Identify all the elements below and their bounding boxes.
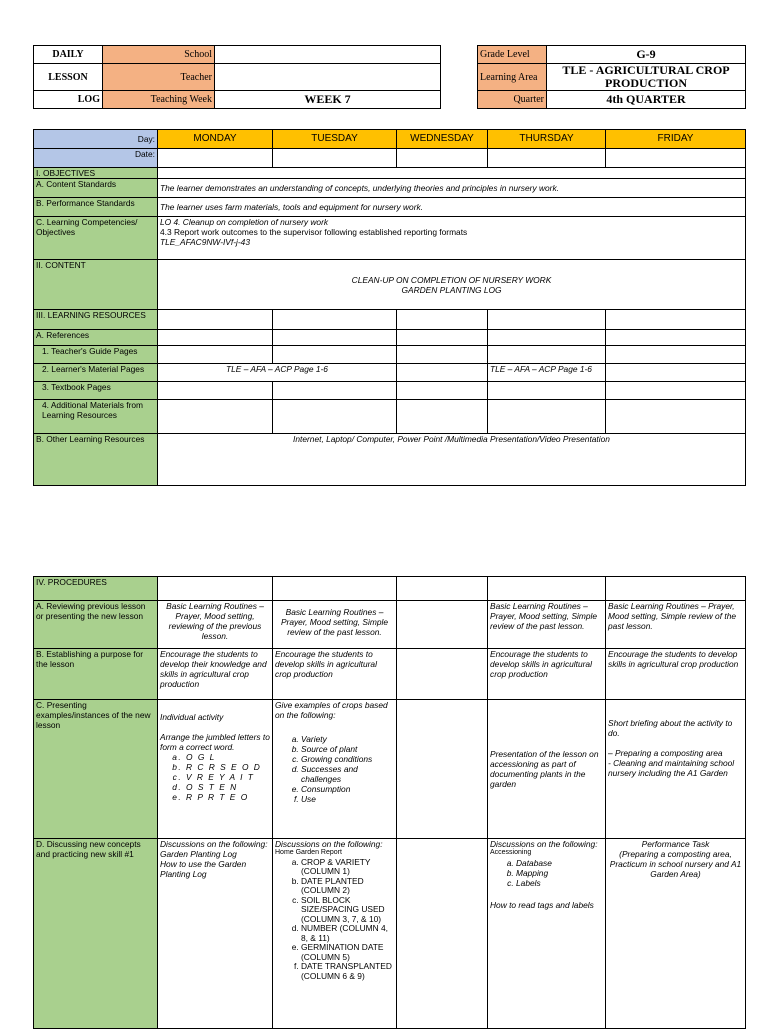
procedure-c-label: C. Presenting examples/instances of the new lesson <box>34 700 158 839</box>
performance-standards-value: The learner uses farm materials, tools and equipment for nursery work. <box>158 198 746 217</box>
list-item: b. DATE PLANTED (COLUMN 2) <box>301 877 394 896</box>
teacher-label: Teacher <box>103 64 215 91</box>
list-item: e. R P R T E O <box>186 792 270 802</box>
content-title: II. CONTENT <box>34 260 158 310</box>
procedure-a-tuesday: Basic Learning Routines – Prayer, Mood setting, Simple review of the past lesson. <box>273 601 397 649</box>
procedure-a-monday: Basic Learning Routines – Prayer, Mood setting, reviewing of the previous lesson. <box>158 601 273 649</box>
teacher-value[interactable] <box>215 64 441 91</box>
list-item: f. Use <box>301 794 394 804</box>
lesson-label: LESSON <box>34 64 103 91</box>
list-item: a. Database <box>516 858 603 868</box>
procedure-a-label: A. Reviewing previous lesson or presenting the new lesson <box>34 601 158 649</box>
content-value: CLEAN-UP ON COMPLETION OF NURSERY WORK GARDEN PLANTING LOG <box>158 260 746 310</box>
procedure-a-thursday: Basic Learning Routines – Prayer, Mood setting, Simple review of the past lesson. <box>488 601 606 649</box>
procedure-d-tuesday: Discussions on the following: Home Garden Report a. CROP & VARIETY (COLUMN 1) b. DATE PLANTED (COLUMN 2) c. SOIL BLOCK SIZE/SPACING USED (COLUMN 3, 7, & 10) d. NUMBER (COLUMN 4, 8, & 11) e. GERMINATION DATE (COLUMN 5) f. DATE TRANSPLANTED (COLUMN 6 & 9) <box>273 839 397 1029</box>
list-item: a. Variety <box>301 734 394 744</box>
grade-label: Grade Level <box>478 46 547 64</box>
procedure-d-thursday: Discussions on the following: Accessioning a. Database b. Mapping c. Labels How to read tags and labels <box>488 839 606 1029</box>
procedure-b-thursday: Encourage the students to develop skills in agricultural crop production <box>488 649 606 700</box>
procedure-b-monday: Encourage the students to develop their knowledge and skills in agricultural crop production <box>158 649 273 700</box>
procedure-d-friday: Performance Task (Preparing a composting area, Practicum in school nursery and A1 Garden Area) <box>606 839 746 1029</box>
references-label: A. References <box>34 330 158 346</box>
list-item: b. R C R S E O D <box>186 762 270 772</box>
procedure-c-thursday: Presentation of the lesson on accessioning as part of documenting plants in the garden <box>488 700 606 839</box>
list-item: f. DATE TRANSPLANTED (COLUMN 6 & 9) <box>301 962 394 981</box>
date-wednesday[interactable] <box>397 149 488 168</box>
list-item: a. O G L <box>186 752 270 762</box>
col-friday: FRIDAY <box>606 130 746 149</box>
objectives-title: I. OBJECTIVES <box>34 168 158 179</box>
procedure-c-friday: Short briefing about the activity to do. – Preparing a composting area - Cleaning and maintaining school nursery including the A1 Garden <box>606 700 746 839</box>
procedures-title: IV. PROCEDURES <box>34 577 158 601</box>
list-item: d. O S T E N <box>186 782 270 792</box>
grade-value: G-9 <box>547 46 746 64</box>
lm-monday: TLE – AFA – ACP Page 1-6 <box>158 364 397 382</box>
daily-label: DAILY <box>34 46 103 64</box>
day-label: Day: <box>34 130 158 149</box>
lm-label: 2. Learner's Material Pages <box>34 364 158 382</box>
procedure-d-label: D. Discussing new concepts and practicing new skill #1 <box>34 839 158 1029</box>
quarter-value: 4th QUARTER <box>547 91 746 109</box>
school-value[interactable] <box>215 46 441 64</box>
other-resources-value: Internet, Laptop/ Computer, Power Point /Multimedia Presentation/Video Presentation <box>158 434 746 486</box>
procedure-d-monday: Discussions on the following: Garden Planting Log How to use the Garden Planting Log <box>158 839 273 1029</box>
school-label: School <box>103 46 215 64</box>
list-item: d. NUMBER (COLUMN 4, 8, & 11) <box>301 924 394 943</box>
lm-thursday: TLE – AFA – ACP Page 1-6 <box>488 364 606 382</box>
additional-label: 4. Additional Materials from Learning Resources <box>34 400 158 434</box>
textbook-label: 3. Textbook Pages <box>34 382 158 400</box>
col-thursday: THURSDAY <box>488 130 606 149</box>
date-friday[interactable] <box>606 149 746 168</box>
dll-table-objectives <box>33 129 746 486</box>
date-monday[interactable] <box>158 149 273 168</box>
quarter-label: Quarter <box>478 91 547 109</box>
list-item: c. V R E Y A I T <box>186 772 270 782</box>
list-item: d. Successes and challenges <box>301 764 394 784</box>
col-monday: MONDAY <box>158 130 273 149</box>
date-thursday[interactable] <box>488 149 606 168</box>
list-item: e. GERMINATION DATE (COLUMN 5) <box>301 943 394 962</box>
list-item: e. Consumption <box>301 784 394 794</box>
area-label: Learning Area <box>478 64 547 91</box>
tg-label: 1. Teacher's Guide Pages <box>34 346 158 364</box>
week-label: Teaching Week <box>103 91 215 109</box>
col-wednesday: WEDNESDAY <box>397 130 488 149</box>
competencies-label: C. Learning Competencies/ Objectives <box>34 217 158 260</box>
log-label: LOG <box>34 91 103 109</box>
date-label: Date: <box>34 149 158 168</box>
content-standards-value: The learner demonstrates an understanding of concepts, underlying theories and principles in nursery work. <box>158 179 746 198</box>
performance-standards-label: B. Performance Standards <box>34 198 158 217</box>
procedure-b-tuesday: Encourage the students to develop skills in agricultural crop production <box>273 649 397 700</box>
list-item: a. CROP & VARIETY (COLUMN 1) <box>301 858 394 877</box>
list-item: b. Source of plant <box>301 744 394 754</box>
content-standards-label: A. Content Standards <box>34 179 158 198</box>
dll-table-procedures <box>33 576 746 1029</box>
week-value: WEEK 7 <box>215 91 441 109</box>
col-tuesday: TUESDAY <box>273 130 397 149</box>
list-item: c. Labels <box>516 878 603 888</box>
list-item: c. Growing conditions <box>301 754 394 764</box>
resources-title: III. LEARNING RESOURCES <box>34 310 158 330</box>
procedure-c-monday: Individual activity Arrange the jumbled letters to form a correct word. a. O G L b. R C R S E O D c. V R E Y A I T d. O S T E N e. R P R T E O <box>158 700 273 839</box>
procedure-c-tuesday: Give examples of crops based on the following: a. Variety b. Source of plant c. Growing conditions d. Successes and challenges e. Consumption f. Use <box>273 700 397 839</box>
area-value: TLE - AGRICULTURAL CROP PRODUCTION <box>547 64 746 91</box>
procedure-b-label: B. Establishing a purpose for the lesson <box>34 649 158 700</box>
competencies-value: LO 4. Cleanup on completion of nursery work 4.3 Report work outcomes to the supervisor following established reporting formats TLE_AFAC9NW-IVf-j-43 <box>158 217 746 260</box>
header-table <box>33 45 746 109</box>
date-tuesday[interactable] <box>273 149 397 168</box>
procedure-a-friday: Basic Learning Routines – Prayer, Mood setting, Simple review of the past lesson. <box>606 601 746 649</box>
list-item: c. SOIL BLOCK SIZE/SPACING USED (COLUMN 3, 7, & 10) <box>301 896 394 925</box>
other-resources-label: B. Other Learning Resources <box>34 434 158 486</box>
list-item: b. Mapping <box>516 868 603 878</box>
procedure-b-friday: Encourage the students to develop skills in agricultural crop production <box>606 649 746 700</box>
